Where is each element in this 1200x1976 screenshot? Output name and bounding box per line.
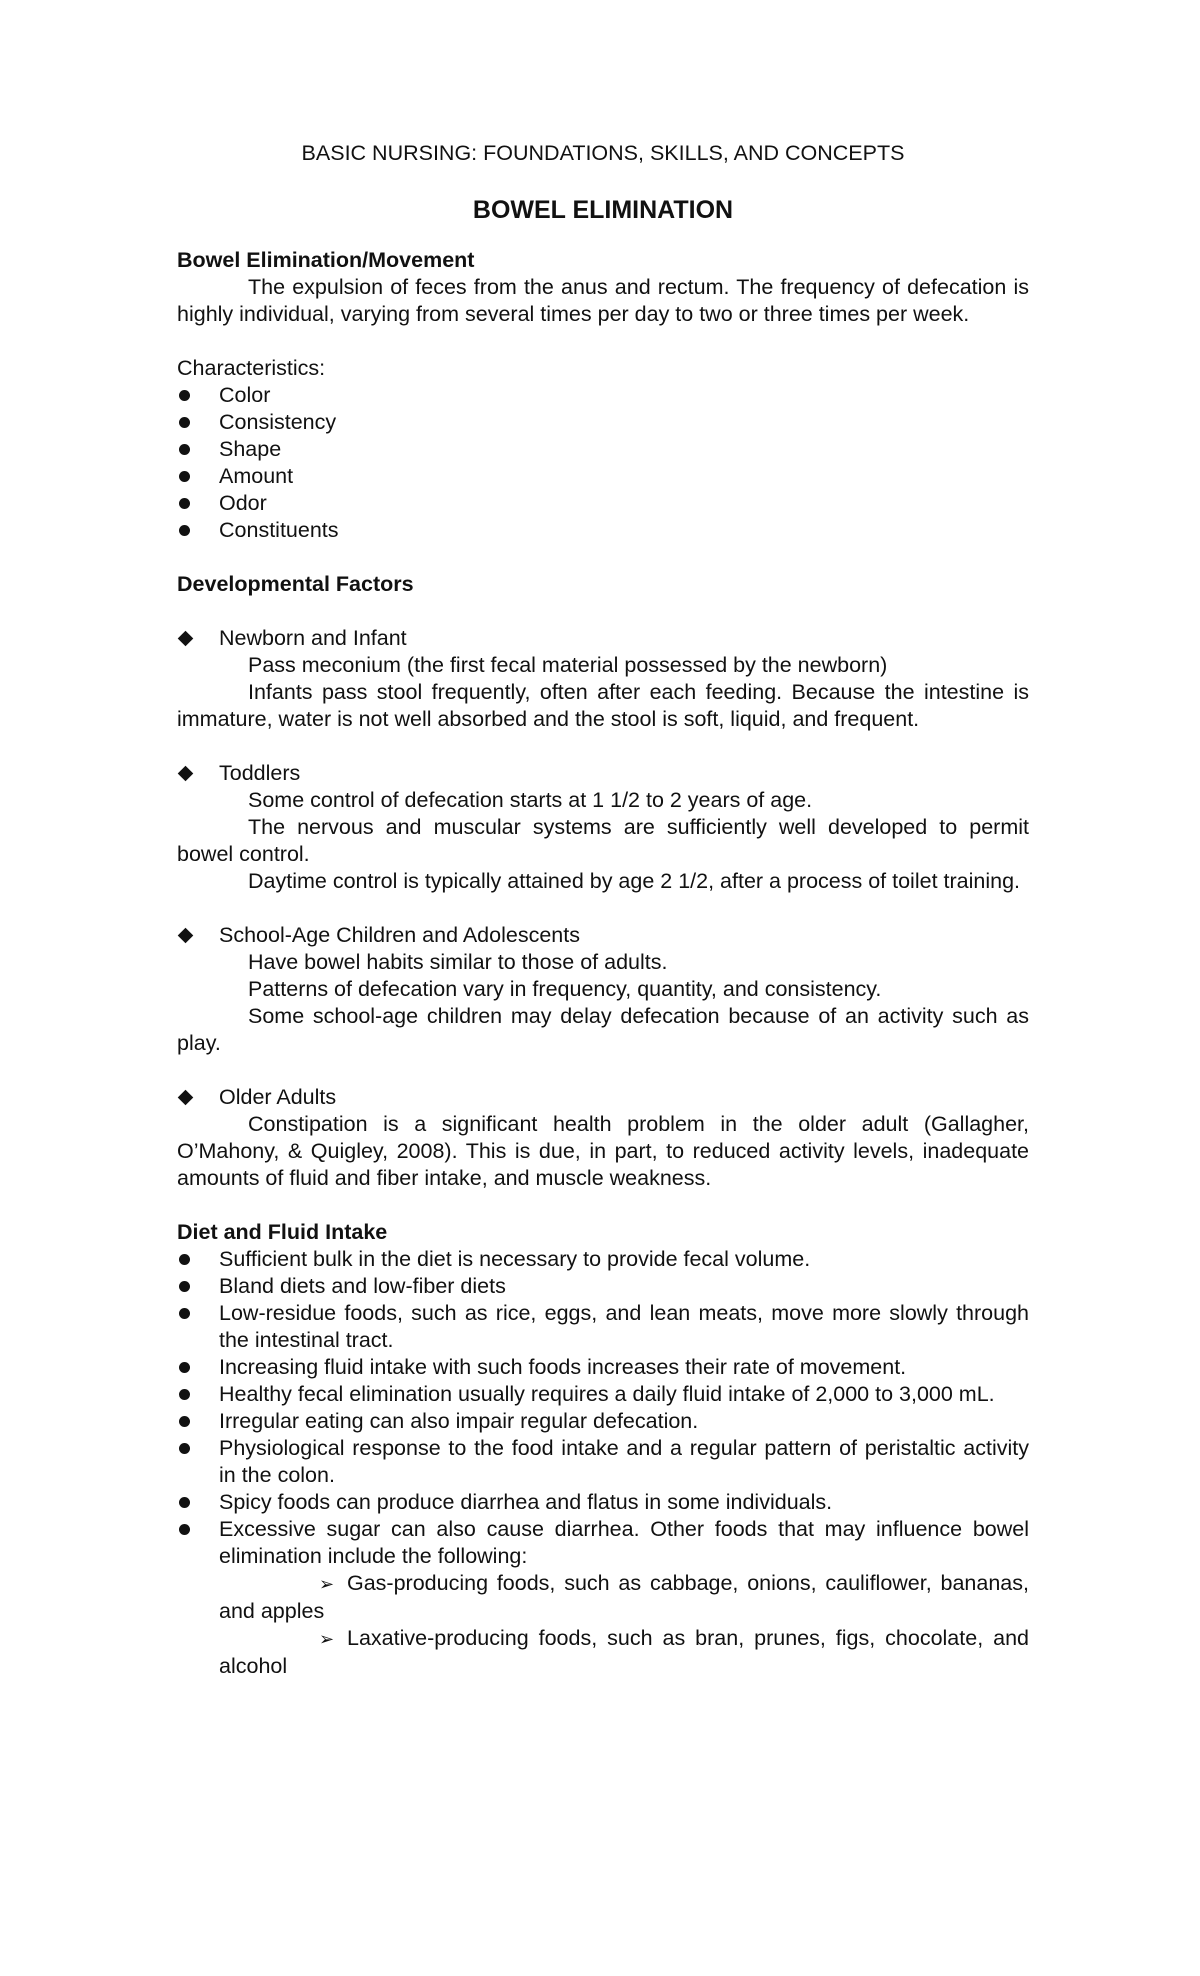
- list-item: Low-residue foods, such as rice, eggs, and lean meats, move more slowly through the intestinal tract.: [177, 1300, 1029, 1354]
- section-developmental-factors: [177, 571, 1029, 1192]
- section-heading: Diet and Fluid Intake: [177, 1220, 388, 1244]
- bullet-dot-icon: [179, 1443, 190, 1454]
- bullet-dot-icon: [179, 525, 190, 536]
- diamond-bullet-icon: [178, 766, 194, 782]
- group-title: Older Adults: [177, 1084, 1029, 1111]
- list-item: Odor: [177, 490, 1029, 517]
- bullet-dot-icon: [179, 1362, 190, 1373]
- bullet-dot-icon: [179, 471, 190, 482]
- list-item: Bland diets and low-fiber diets: [177, 1273, 1029, 1300]
- page-title: BOWEL ELIMINATION: [472, 196, 734, 224]
- section-heading: Bowel Elimination/Movement: [177, 248, 475, 272]
- section-characteristics: [177, 355, 1029, 544]
- bullet-dot-icon: [179, 1254, 190, 1265]
- bullet-dot-icon: [179, 1389, 190, 1400]
- bullet-dot-icon: [179, 1524, 190, 1535]
- arrowhead-icon: ➢: [319, 1629, 335, 1650]
- list-item: Constituents: [177, 517, 1029, 544]
- group-title: Toddlers: [177, 760, 1029, 787]
- list-item: Increasing fluid intake with such foods increases their rate of movement.: [177, 1354, 1029, 1381]
- group-paragraph: Daytime control is typically attained by age 2 1/2, after a process of toilet training.: [248, 869, 1021, 893]
- group-toddlers: [177, 760, 1029, 895]
- list-item: Color: [177, 382, 1029, 409]
- group-paragraph: Patterns of defecation vary in frequency, quantity, and consistency.: [248, 977, 882, 1001]
- list-item: Healthy fecal elimination usually requires a daily fluid intake of 2,000 to 3,000 mL.: [177, 1381, 1029, 1408]
- section-heading: Developmental Factors: [177, 572, 414, 596]
- bullet-dot-icon: [179, 417, 190, 428]
- list-item: Amount: [177, 463, 1029, 490]
- running-header: BASIC NURSING: FOUNDATIONS, SKILLS, AND CONCEPTS: [301, 141, 905, 165]
- list-item: Irregular eating can also impair regular defecation.: [177, 1408, 1029, 1435]
- group-paragraph: Infants pass stool frequently, often after each feeding. Because the intestine is immature, water is not well absorbed and the stool is soft, liquid, and frequent.: [177, 680, 1029, 731]
- list-item: Sufficient bulk in the diet is necessary to provide fecal volume.: [177, 1246, 1029, 1273]
- section-bowel-movement: [177, 247, 1029, 328]
- sub-list-item: ➢ Laxative-producing foods, such as bran, prunes, figs, chocolate, and alcohol: [219, 1626, 1029, 1678]
- group-school-age: [177, 922, 1029, 1057]
- bullet-dot-icon: [179, 444, 190, 455]
- group-paragraph: Constipation is a significant health problem in the older adult (Gallagher, O’Mahony, & Quigley, 2008). This is due, in part, to reduced activity levels, inadequate amounts of fluid and fiber intake, and muscle weakness.: [177, 1112, 1029, 1190]
- section-diet-fluid: [177, 1219, 1029, 1680]
- group-paragraph: Some control of defecation starts at 1 1/2 to 2 years of age.: [248, 788, 813, 812]
- group-title: Newborn and Infant: [177, 625, 1029, 652]
- group-older-adults: [177, 1084, 1029, 1192]
- bullet-dot-icon: [179, 1497, 190, 1508]
- diet-list: [177, 1246, 1029, 1680]
- list-item: Physiological response to the food intake and a regular pattern of peristaltic activity in the colon.: [177, 1435, 1029, 1489]
- characteristics-list: [177, 382, 1029, 544]
- bullet-dot-icon: [179, 1308, 190, 1319]
- arrowhead-icon: ➢: [319, 1574, 335, 1595]
- bullet-dot-icon: [179, 498, 190, 509]
- bullet-dot-icon: [179, 1281, 190, 1292]
- group-paragraph: Some school-age children may delay defecation because of an activity such as play.: [177, 1004, 1029, 1055]
- document-body: [177, 140, 1029, 1680]
- group-paragraph: The nervous and muscular systems are sufficiently well developed to permit bowel control.: [177, 815, 1029, 866]
- sub-list-item: ➢ Gas-producing foods, such as cabbage, onions, cauliflower, bananas, and apples: [219, 1571, 1029, 1623]
- group-paragraph: Pass meconium (the first fecal material possessed by the newborn): [248, 653, 888, 677]
- diamond-bullet-icon: [178, 631, 194, 647]
- list-item: Shape: [177, 436, 1029, 463]
- diamond-bullet-icon: [178, 1090, 194, 1106]
- list-item: Consistency: [177, 409, 1029, 436]
- list-item: Excessive sugar can also cause diarrhea. Other foods that may influence bowel elimination include the following: ➢ Gas-producing foods, such as cabbage, onions, cauliflower, bananas, and apples ➢ Laxative-producing foods, such as bran, prunes, figs, chocolate, and alcohol: [177, 1516, 1029, 1680]
- food-sub-list: [219, 1570, 1029, 1680]
- group-title: School-Age Children and Adolescents: [177, 922, 1029, 949]
- definition-paragraph: The expulsion of feces from the anus and rectum. The frequency of defecation is highly individual, varying from several times per day to two or three times per week.: [177, 275, 1029, 326]
- bullet-dot-icon: [179, 1416, 190, 1427]
- diamond-bullet-icon: [178, 928, 194, 944]
- list-item: Spicy foods can produce diarrhea and flatus in some individuals.: [177, 1489, 1029, 1516]
- bullet-dot-icon: [179, 390, 190, 401]
- group-newborn-infant: [177, 625, 1029, 733]
- group-paragraph: Have bowel habits similar to those of adults.: [248, 950, 668, 974]
- characteristics-label: Characteristics:: [177, 356, 326, 380]
